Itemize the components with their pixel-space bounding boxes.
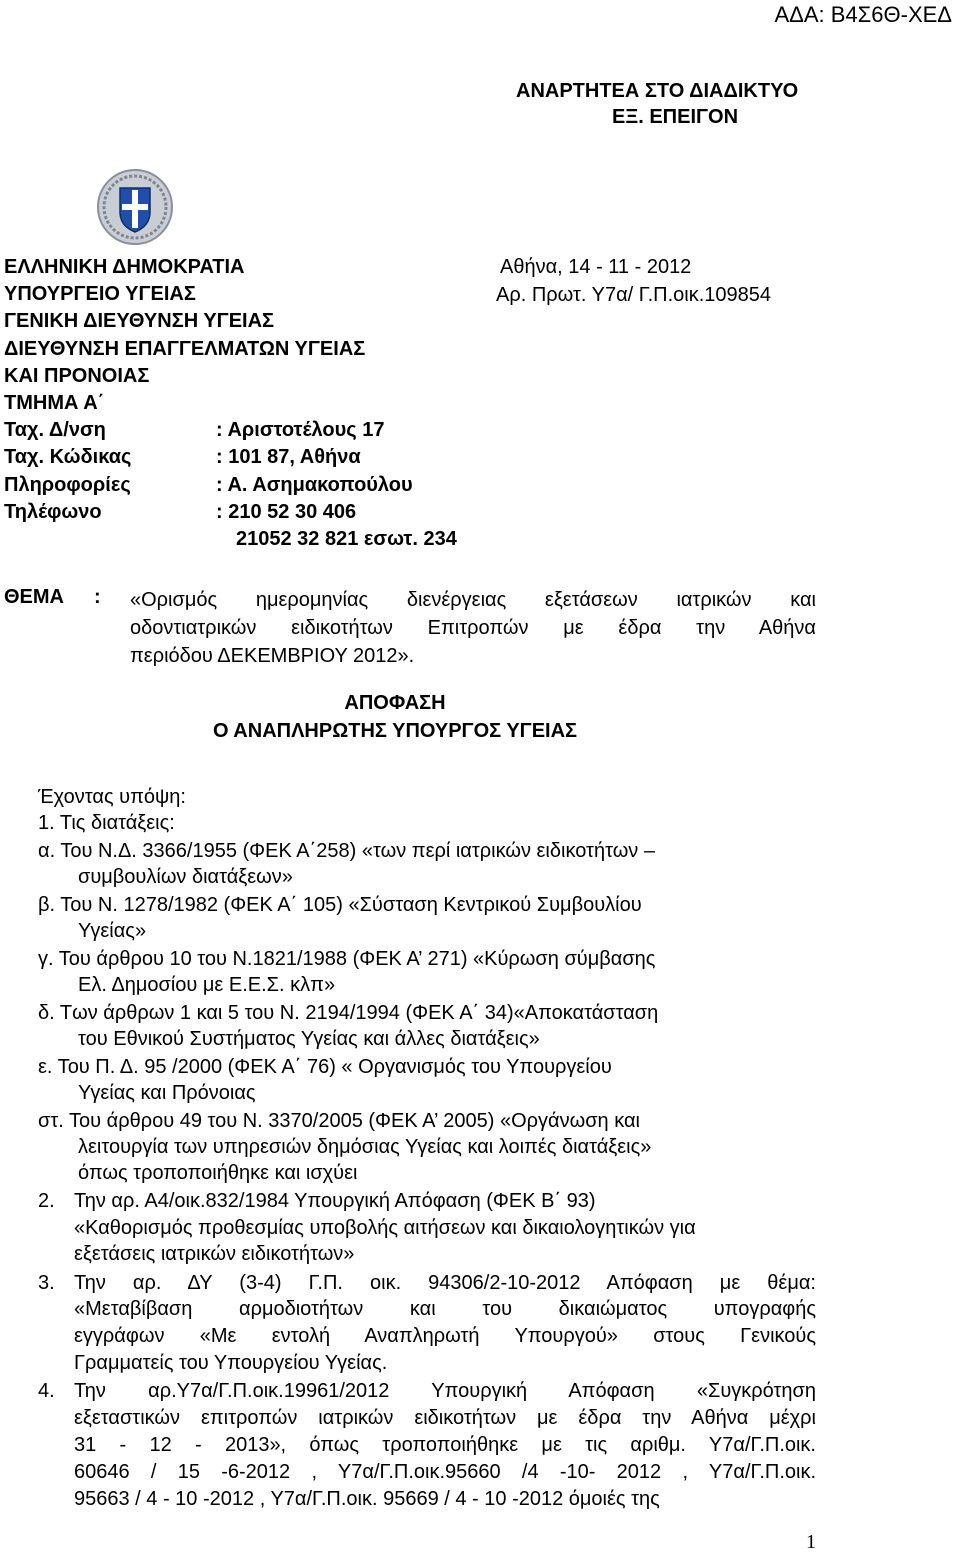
sender-line: ΓΕΝΙΚΗ ΔΙΕΥΘΥΝΣΗ ΥΓΕΙΑΣ: [4, 310, 275, 333]
sender-line: ΔΙΕΥΘΥΝΣΗ ΕΠΑΓΓΕΛΜΑΤΩΝ ΥΓΕΙΑΣ: [4, 337, 366, 360]
subject-line: οδοντιατρικών ειδικοτήτων Επιτροπών με έδρα την Αθήνα: [130, 617, 816, 639]
subject-text: [130, 586, 816, 670]
list-number: 4.: [38, 1380, 55, 1402]
address-value: : Αριστοτέλους 17: [216, 419, 385, 442]
list-item: Υγείας και Πρόνοιας: [78, 1082, 256, 1104]
subject-colon: :: [94, 586, 101, 608]
list-item: του Εθνικού Συστήματος Υγείας και άλλες διατάξεις»: [78, 1028, 540, 1050]
list-item: Την αρ. ΔΥ (3-4) Γ.Π. οικ. 94306/2-10-2012 Απόφαση με θέμα:: [74, 1272, 816, 1294]
list-item: συμβουλίων διατάξεων»: [78, 866, 293, 888]
list-item: Ελ. Δημοσίου με Ε.Ε.Σ. κλπ»: [78, 974, 336, 996]
list-number: 3.: [38, 1272, 55, 1294]
document-date: Αθήνα, 14 - 11 - 2012: [500, 256, 692, 278]
info-value: : Α. Ασημακοπούλου: [216, 473, 413, 496]
list-item: 1. Τις διατάξεις:: [38, 812, 175, 834]
decision-title: ΑΠΟΦΑΣΗ: [344, 692, 446, 714]
list-item: δ. Των άρθρων 1 και 5 του Ν. 2194/1994 (ΦΕΚ Α΄ 34)«Αποκατάσταση: [38, 1002, 659, 1024]
list-item: εξετάσεις ιατρικών ειδικοτήτων»: [74, 1243, 355, 1265]
list-item: 60646 / 15 -6-2012 , Υ7α/Γ.Π.οικ.95660 /4 -10- 2012 , Υ7α/Γ.Π.οικ.: [74, 1461, 816, 1483]
list-item: γ. Του άρθρου 10 του Ν.1821/1988 (ΦΕΚ Α’ 271) «Κύρωση σύμβασης: [38, 948, 656, 970]
decision-subtitle: Ο ΑΝΑΠΛΗΡΩΤΗΣ ΥΠΟΥΡΓΟΣ ΥΓΕΙΑΣ: [212, 720, 578, 742]
list-number: 2.: [38, 1190, 55, 1212]
page-number: 1: [806, 1531, 816, 1553]
list-item: 31 - 12 - 2013», όπως τροποποιήθηκε με τις αριθμ. Υ7α/Γ.Π.οικ.: [74, 1434, 816, 1456]
list-item: Την αρ. Α4/οικ.832/1984 Υπουργική Απόφαση (ΦΕΚ Β΄ 93): [74, 1190, 596, 1212]
address-label: Ταχ. Δ/νση: [4, 419, 106, 442]
list-item: στ. Του άρθρου 49 του Ν. 3370/2005 (ΦΕΚ Α’ 2005) «Οργάνωση και: [38, 1110, 640, 1132]
list-item: Την αρ.Υ7α/Γ.Π.οικ.19961/2012 Υπουργική Απόφαση «Συγκρότηση: [74, 1380, 816, 1402]
list-item: 95663 / 4 - 10 -2012 , Υ7α/Γ.Π.οικ. 95669 / 4 - 10 -2012 όμοιές της: [74, 1488, 660, 1510]
phone-label: Τηλέφωνο: [4, 500, 102, 523]
list-item: εγγράφων «Με εντολή Αναπληρωτή Υπουργού» στους Γενικούς: [74, 1325, 816, 1347]
info-label: Πληροφορίες: [4, 473, 131, 496]
list-item: α. Του Ν.Δ. 3366/1955 (ΦΕΚ Α΄258) «των περί ιατρικών ειδικοτήτων –: [38, 840, 655, 862]
publish-notice: ΑΝΑΡΤΗΤΕΑ ΣΤΟ ΔΙΑΔΙΚΤΥΟ: [516, 80, 799, 102]
urgent-notice: ΕΞ. ΕΠΕΙΓΟΝ: [612, 106, 739, 128]
ada-code: ΑΔΑ: Β4Σ6Θ-ΧΕΔ: [774, 2, 952, 27]
list-item: εξεταστικών επιτροπών ιατρικών ειδικοτήτων με έδρα την Αθήνα μέχρι: [74, 1407, 816, 1429]
list-item: Γραμματείς του Υπουργείου Υγείας.: [74, 1352, 388, 1374]
body-intro: Έχοντας υπόψη:: [38, 786, 186, 808]
list-item: «Καθορισμός προθεσμίας υποβολής αιτήσεων και δικαιολογητικών για: [74, 1217, 696, 1239]
list-item: «Μεταβίβαση αρμοδιοτήτων και του δικαιώματος υπογραφής: [74, 1298, 816, 1320]
subject-label: ΘΕΜΑ: [4, 586, 64, 608]
list-item: Υγείας»: [78, 920, 147, 942]
list-item: β. Του Ν. 1278/1982 (ΦΕΚ Α΄ 105) «Σύσταση Κεντρικού Συμβουλίου: [38, 894, 642, 916]
list-item: όπως τροποποιήθηκε και ισχύει: [78, 1162, 358, 1184]
subject-line: «Ορισμός ημερομηνίας διενέργειας εξετάσεων ιατρικών και: [130, 589, 816, 611]
subject-line: περιόδου ΔΕΚΕΜΒΡΙΟΥ 2012».: [130, 645, 415, 667]
phone-value-2: 21052 32 821 εσωτ. 234: [236, 527, 457, 550]
list-item: λειτουργία των υπηρεσιών δημόσιας Υγείας και λοιπές διατάξεις»: [78, 1136, 652, 1158]
list-item: ε. Του Π. Δ. 95 /2000 (ΦΕΚ Α΄ 76) « Οργανισμός του Υπουργείου: [38, 1056, 612, 1078]
phone-value: : 210 52 30 406: [216, 500, 357, 523]
sender-line: ΚΑΙ ΠΡΟΝΟΙΑΣ: [4, 364, 150, 387]
sender-line: ΕΛΛΗΝΙΚΗ ΔΗΜΟΚΡΑΤΙΑ: [4, 256, 245, 278]
zip-value: : 101 87, Αθήνα: [216, 446, 361, 469]
sender-line: ΥΠΟΥΡΓΕΙΟ ΥΓΕΙΑΣ: [4, 283, 196, 306]
sender-line: ΤΜΗΜΑ Α΄: [4, 391, 105, 414]
zip-label: Ταχ. Κώδικας: [4, 446, 132, 469]
protocol-number: Αρ. Πρωτ. Υ7α/ Γ.Π.οικ.109854: [496, 284, 772, 306]
greek-coat-of-arms-icon: [96, 168, 174, 246]
sender-block: [4, 254, 457, 553]
